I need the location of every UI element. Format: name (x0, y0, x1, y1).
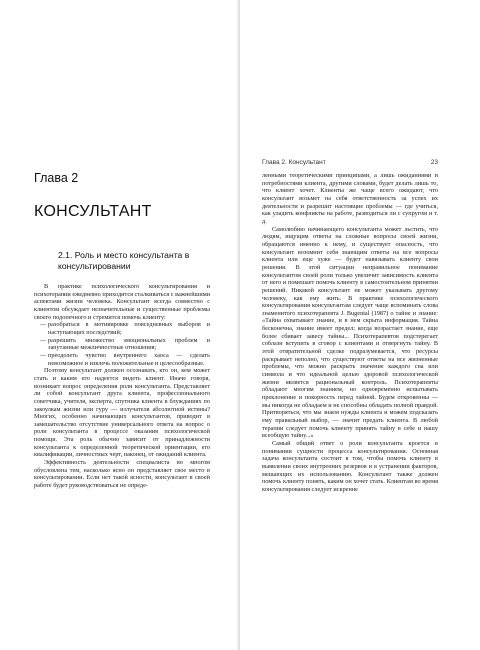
chapter-title: КОНСУЛЬТАНТ (34, 203, 152, 220)
list-item: — разобраться в мотивировке повседневных выборов и наступающих последствий; (34, 321, 210, 336)
left-body-text (34, 283, 210, 490)
right-paragraph: ленными теоретическими принципами, а лишь ожиданиями и потребностями клиента, другими словами, будет делать лишь то, что клиент хочет. Клиенты же чаще всего ожидают, что консультант возьмет на себя ответственность за успех их деятельности и разрешит настоящие проблемы — где учиться, как уладить конфликты на работе, разводиться ли с супругом и т. д. (262, 172, 438, 225)
running-title: Глава 2. Консультант (262, 159, 326, 166)
list-item: — преодолеть чувство внутреннего хаоса — сделать невозможное и извлечь положительные и целесообразные. (34, 352, 210, 367)
left-paragraph: В практике психологического консультирования и психотерапии ежедневно приходится сталкиваться с важнейшими аспектами жизни человека. Консультант всегда совместно с клиентом обсуждает незначительные и существенные проблемы своего подопечного и стремится помочь клиенту: (34, 283, 210, 321)
right-body-text (262, 172, 438, 494)
list-item: — разрешить множество эмоциональных проблем и запутанные межличностные отношения; (34, 337, 210, 352)
page-number: 23 (430, 159, 438, 166)
left-paragraph: Поэтому консультант должен осознавать, кто он, кем может стать и каким его надеется видеть клиент. Иначе говоря, возникает вопрос определения роли консультанта. Представляет ли собой консультант друга клиента, профессионального советчика, учителя, эксперта, спутника клиента в блужданиях по закоулкам жизни или гуру — излучателя абсолютной истины? Многих, особенно начинающих консультантов, приводит в замешательство отсутствие универсального ответа на вопрос о роли консультанта в процессе оказания психологической помощи. Эта роль обычно зависит от принадлежности консультанта к определенной теоретической ориентации, его квалификации, личностных черт, наконец, от ожиданий клиента. (34, 367, 210, 459)
left-bullet-list (34, 321, 210, 367)
chapter-label: Глава 2 (34, 171, 79, 185)
right-paragraph: Самый общий ответ о роли консультанта кроется в понимании сущности процесса консультирования. Основная задача консультанта состоит в том, чтобы помочь клиенту в выявлении своих внутренних резервов и в устранении факторов, мешающих их использованию. Консультант также должен помочь клиенту понять, каким он хочет стать. Клиентам во время консультирования следует искренне (262, 439, 438, 493)
left-paragraph: Эффективность деятельности специалиста во многом обусловлена тем, насколько ясно он представляет свое место в консультировании. Если нет такой ясности, консультант в своей работе будет руководствоваться не опреде- (34, 459, 210, 490)
right-paragraph: Самолюбию начинающего консультанта может льстить, что людям, ищущим ответы на сложные вопросы своей жизни, обращаются именно к нему, и существует опасность, что консультант возомнит себя знающим ответы на все вопросы клиента или еще хуже — будет навязывать клиенту свои решения. В этой ситуации неправильное понимание консультантом своей роли только увеличит зависимость клиента от него и помешает помочь клиенту в самостоятельном принятии решений. Никакой консультант не может указывать другому человеку, как ему жить. В практике психологического консультирования консультантам следует чаще вспоминать слова знаменитого психотерапевта J. Bugental (1987) о тайне и знание: «Тайна охватывает знание, и в нем скрыта информация. Тайна бесконечна, знание имеет предел; когда возрастает знание, еще более сбивает завесу тайны... Психотерапевтов подстерегает соблазн вступить в сговор с клиентами и отвергнуть тайну. В этой отвратительной сделке подразумевается, что ресурсы раскрывает неполно, что существуют ответы на все жизненные проблемы, что можно раскрыть значение каждого сна или символа и что идеальной целью здоровой психологической жизни является рациональный контроль. Психотерапевты обладают многим знанием, но одновременно испытывать преклонение и покорность перед тайной. Будем откровенны — мы никогда не обладаем и не способны обладать полной правдой. Притворяться, что мы знаем нужды клиента и можем подсказать ему правильный выбор, — значит предать клиента. В любой терапии следует помочь клиенту принять тайну в себе и нашу всеобщую тайну...» (262, 225, 438, 440)
running-header (262, 159, 438, 169)
section-title: 2.1. Роль и место консультанта в консультировании (58, 250, 190, 271)
